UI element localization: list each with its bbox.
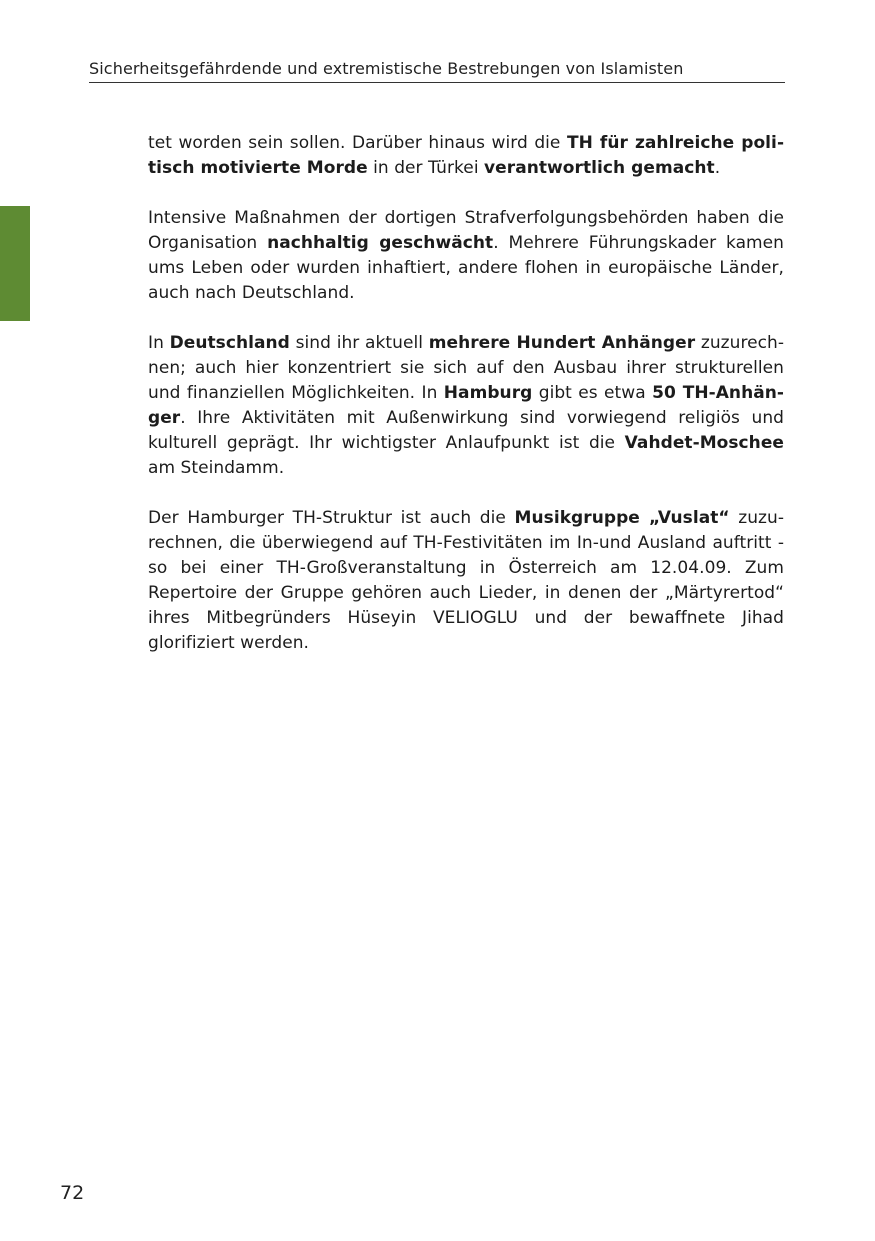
paragraph [148, 206, 784, 306]
body-text-run: . Ihre Aktivitäten mit Außenwirkung sind vorwiegend religiös und kulturell geprägt. Ihr wichtigster Anlaufpunkt ist die [148, 408, 784, 453]
body-text-run: In [148, 333, 170, 353]
emphasis-text: Deutschland [169, 333, 290, 353]
body-text-run: in der Türkei [367, 158, 485, 178]
emphasis-text: Vahdet-Moschee [624, 433, 784, 453]
body-text-run: Intensive Maßnahmen der dortigen Strafverfolgungsbehörden haben die Organisation [148, 208, 784, 253]
body-text-run: am Steindamm. [148, 458, 285, 478]
running-header: Sicherheitsgefährdende und extremistische Bestrebungen von Islamisten [89, 59, 684, 78]
emphasis-text: nachhaltig geschwächt [267, 233, 494, 253]
paragraph [148, 131, 784, 181]
emphasis-text: Hamburg [443, 383, 533, 403]
body-text-run: tet worden sein sollen. Darüber hinaus wird die [148, 133, 567, 153]
emphasis-text: mehrere Hundert Anhänger [428, 333, 696, 353]
emphasis-text: Musikgruppe „Vuslat“ [514, 508, 730, 528]
body-text-run: sind ihr aktuell [289, 333, 429, 353]
body-text-run: Der Hamburger TH-Struktur ist auch die [148, 508, 515, 528]
paragraph [148, 506, 784, 656]
emphasis-text: 50 TH-Anhänger [148, 383, 784, 428]
page-number: 72 [60, 1182, 85, 1204]
body-text-run: gibt es etwa [532, 383, 653, 403]
paragraph [148, 331, 784, 481]
section-tab-marker [0, 206, 30, 321]
body-text [148, 131, 784, 681]
emphasis-text: verantwortlich gemacht [484, 158, 715, 178]
emphasis-text: TH für zahlreiche politisch motivierte Morde [148, 133, 784, 178]
header-rule [89, 82, 785, 83]
body-text-run: . Mehrere Führungskader kamen ums Leben oder wurden inhaftiert, andere flohen in europäische Länder, auch nach Deutschland. [148, 233, 784, 303]
body-text-run: . [714, 158, 721, 178]
body-text-run: zuzurechnen; auch hier konzentriert sie sich auf den Ausbau ihrer strukturellen und finanziellen Möglichkeiten. In [148, 333, 784, 403]
body-text-run: zuzurechnen, die überwiegend auf TH-Festivitäten im In-und Ausland auftritt - so bei einer TH-Großveranstaltung in Österreich am 12.04.09. Zum Repertoire der Gruppe gehören auch Lieder, in denen der „Märtyrertod“ ihres Mitbegründers Hüseyin VELIOGLU und der bewaffnete Jihad glorifiziert werden. [148, 508, 784, 653]
